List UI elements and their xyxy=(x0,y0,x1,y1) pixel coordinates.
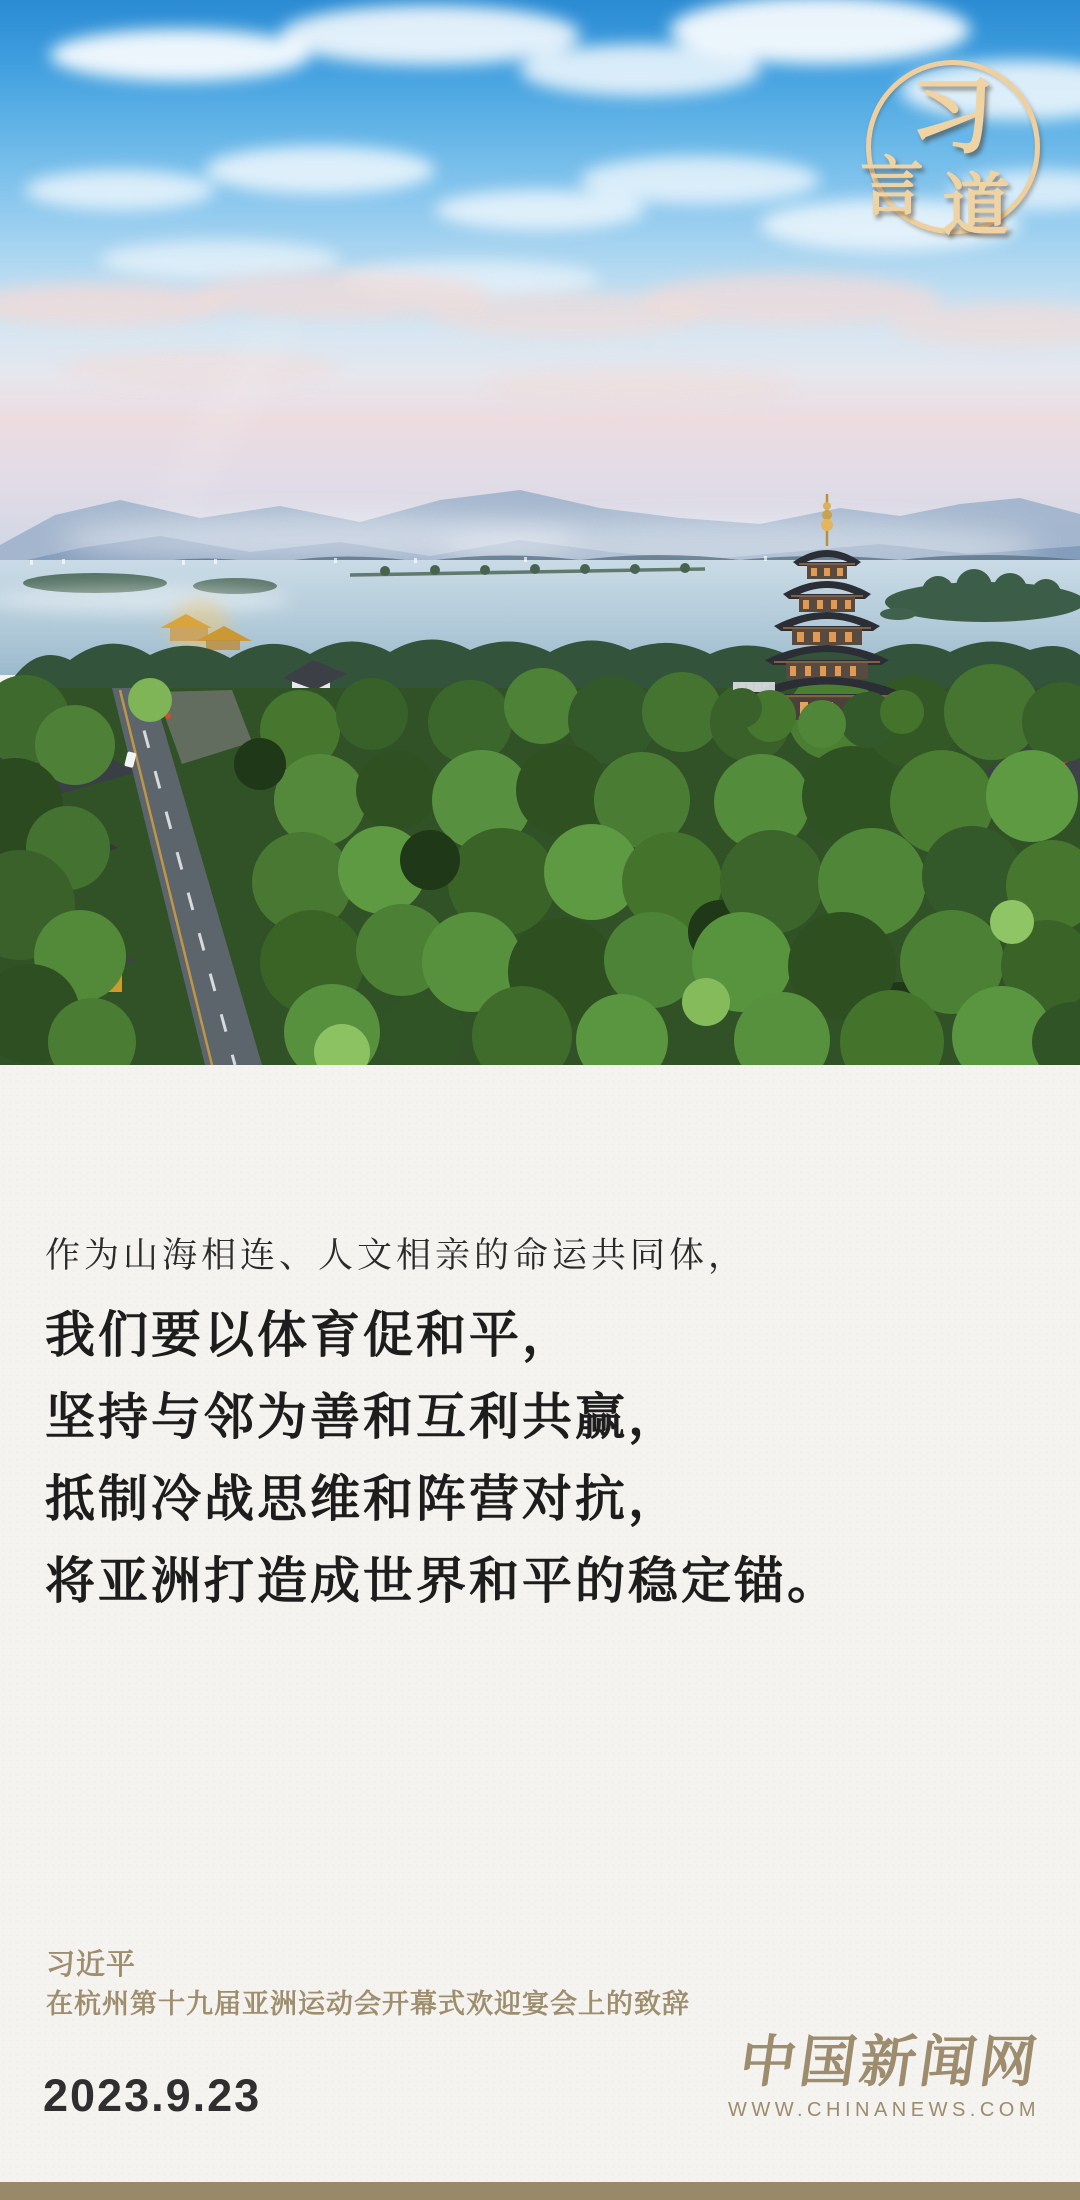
quote-body xyxy=(45,1294,840,1622)
publisher-name: 中国新闻网 xyxy=(735,2029,1045,2095)
quote-line: 我们要以体育促和平， xyxy=(45,1305,575,1364)
quote-line: 抵制冷战思维和阵营对抗， xyxy=(45,1469,681,1528)
logo-char-bottom-left: 言 xyxy=(860,150,924,225)
xi-yan-dao-logo xyxy=(858,56,1058,246)
quote-intro: 作为山海相连、人文相亲的命运共同体， xyxy=(45,1236,748,1276)
date: 2023.9.23 xyxy=(43,2070,262,2121)
speech-occasion: 在杭州第十九届亚洲运动会开幕式欢迎宴会上的致辞 xyxy=(46,1989,690,2019)
publisher-url: WWW.CHINANEWS.COM xyxy=(727,2099,1040,2121)
publisher-logo xyxy=(727,2029,1045,2122)
logo-char-top: 习 xyxy=(910,66,995,165)
quote-line: 将亚洲打造成世界和平的稳定锚。 xyxy=(45,1551,840,1610)
bottom-accent-bar xyxy=(0,2182,1080,2200)
quote-line: 坚持与邻为善和互利共赢， xyxy=(45,1387,681,1446)
logo-char-bottom-right: 道 xyxy=(942,166,1011,246)
speaker-name: 习近平 xyxy=(46,1949,137,1981)
